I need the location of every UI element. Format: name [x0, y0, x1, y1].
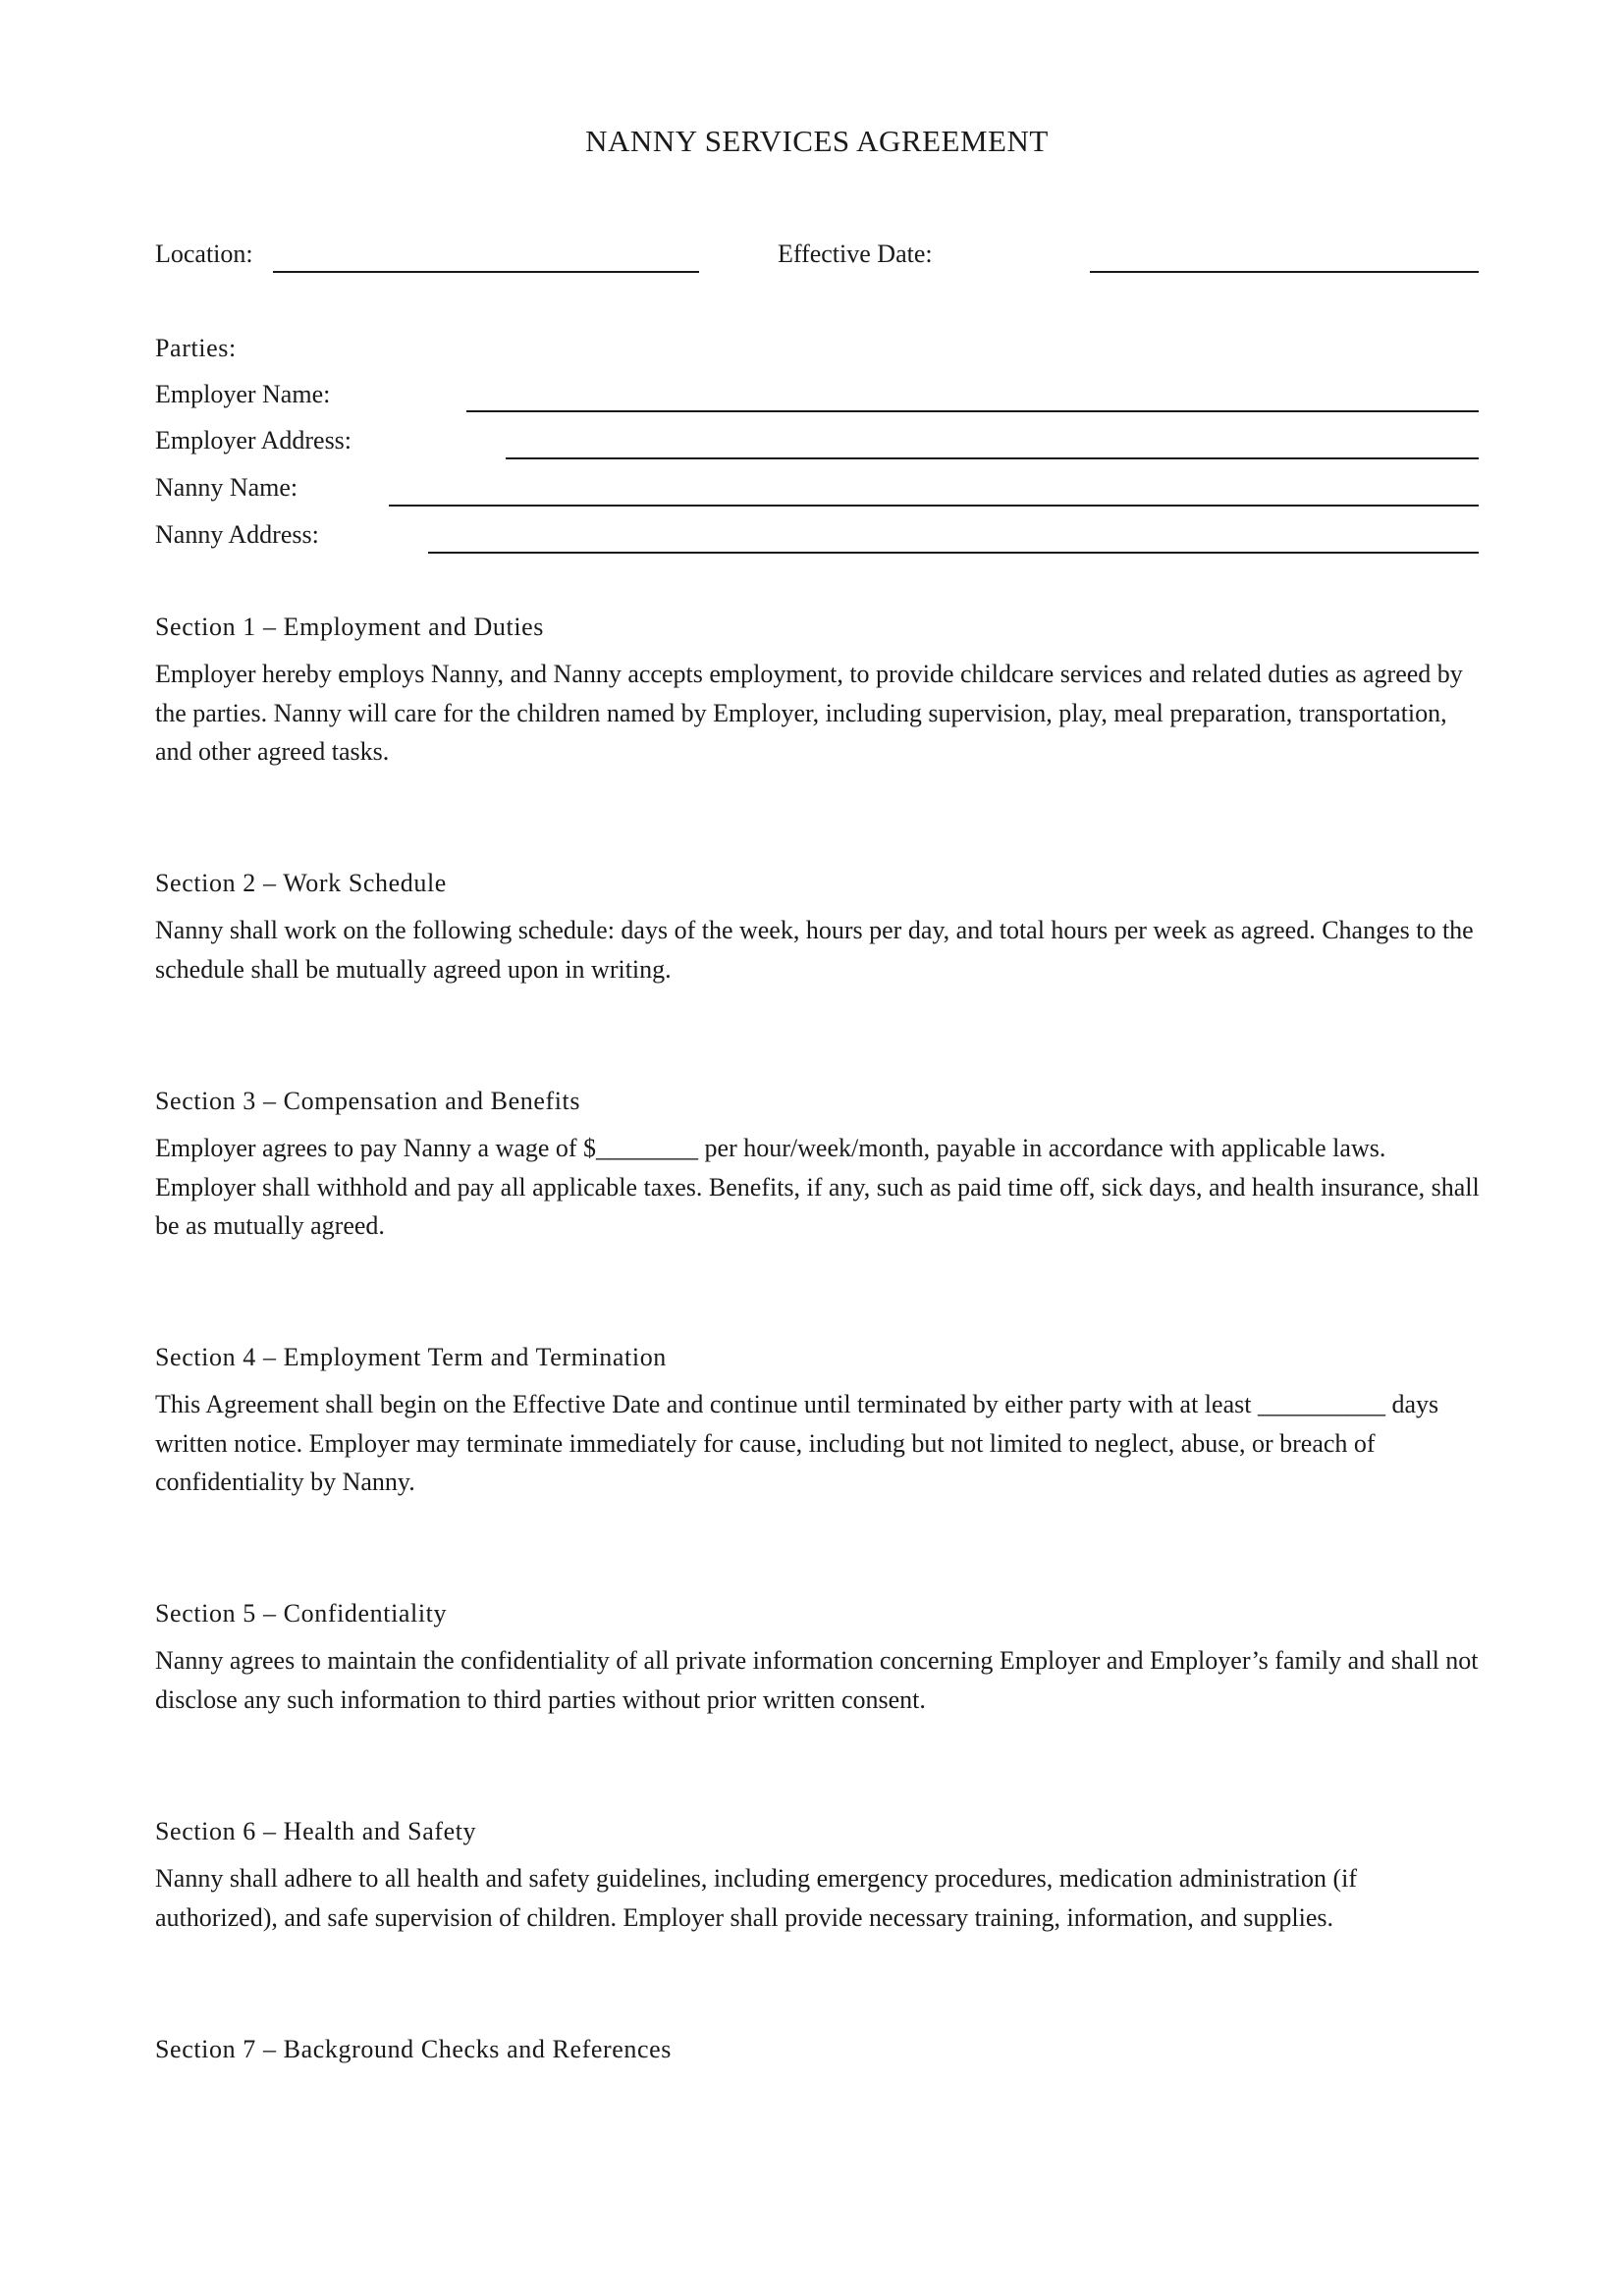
section-3-body: Employer agrees to pay Nanny a wage of $________ per hour/week/month, payable in accordance with applicable laws. Employer shall withhold and pay all applicable taxes. Benefits, if any, such as paid time off, sick days, and health insurance, shall be as mutually agreed. [155, 1134, 1480, 1240]
section-1-body: Employer hereby employs Nanny, and Nanny accepts employment, to provide childcare services and related duties as agreed by the parties. Nanny will care for the children named by Employer, including supervision, play, meal preparation, transportation, and other agreed tasks. [155, 660, 1463, 766]
section-4-heading: Section 4 – Employment Term and Termination [155, 1343, 667, 1371]
employer-address-field[interactable] [506, 457, 1479, 459]
nanny-address-label: Nanny Address: [155, 520, 319, 549]
section-4-body: This Agreement shall begin on the Effective Date and continue until terminated by either party with at least __________ days written notice. Employer may terminate immediately for cause, including but not limited to neglect, abuse, or breach of confidentiality by Nanny. [155, 1390, 1439, 1496]
nanny-name-label: Nanny Name: [155, 473, 298, 502]
document-title: NANNY SERVICES AGREEMENT [585, 124, 1049, 158]
section-2-body: Nanny shall work on the following schedule: days of the week, hours per day, and total hours per week as agreed. Changes to the schedule shall be mutually agreed upon in writing. [155, 916, 1474, 984]
employer-address-label: Employer Address: [155, 426, 352, 454]
parties-heading: Parties: [155, 334, 237, 362]
location-label: Location: [155, 240, 253, 268]
section-6-heading: Section 6 – Health and Safety [155, 1817, 477, 1845]
section-6-body: Nanny shall adhere to all health and safety guidelines, including emergency procedures, medication administration (if authorized), and safe supervision of children. Employer shall provide necessary training, information, and supplies. [155, 1864, 1358, 1932]
section-3-heading: Section 3 – Compensation and Benefits [155, 1087, 581, 1115]
nanny-name-field[interactable] [389, 505, 1479, 507]
effective-date-field[interactable] [1090, 271, 1479, 273]
section-2-heading: Section 2 – Work Schedule [155, 869, 447, 897]
section-1-heading: Section 1 – Employment and Duties [155, 613, 545, 641]
section-5-body: Nanny agrees to maintain the confidentiality of all private information concerning Employer and Employer’s family and shall not disclose any such information to third parties without prior written consent. [155, 1646, 1479, 1714]
employer-name-label: Employer Name: [155, 380, 331, 408]
location-field[interactable] [273, 271, 699, 273]
employer-name-field[interactable] [466, 410, 1479, 412]
effective-date-label: Effective Date: [778, 240, 933, 268]
section-7-heading: Section 7 – Background Checks and References [155, 2035, 673, 2063]
nanny-address-field[interactable] [428, 552, 1479, 554]
section-5-heading: Section 5 – Confidentiality [155, 1599, 448, 1628]
